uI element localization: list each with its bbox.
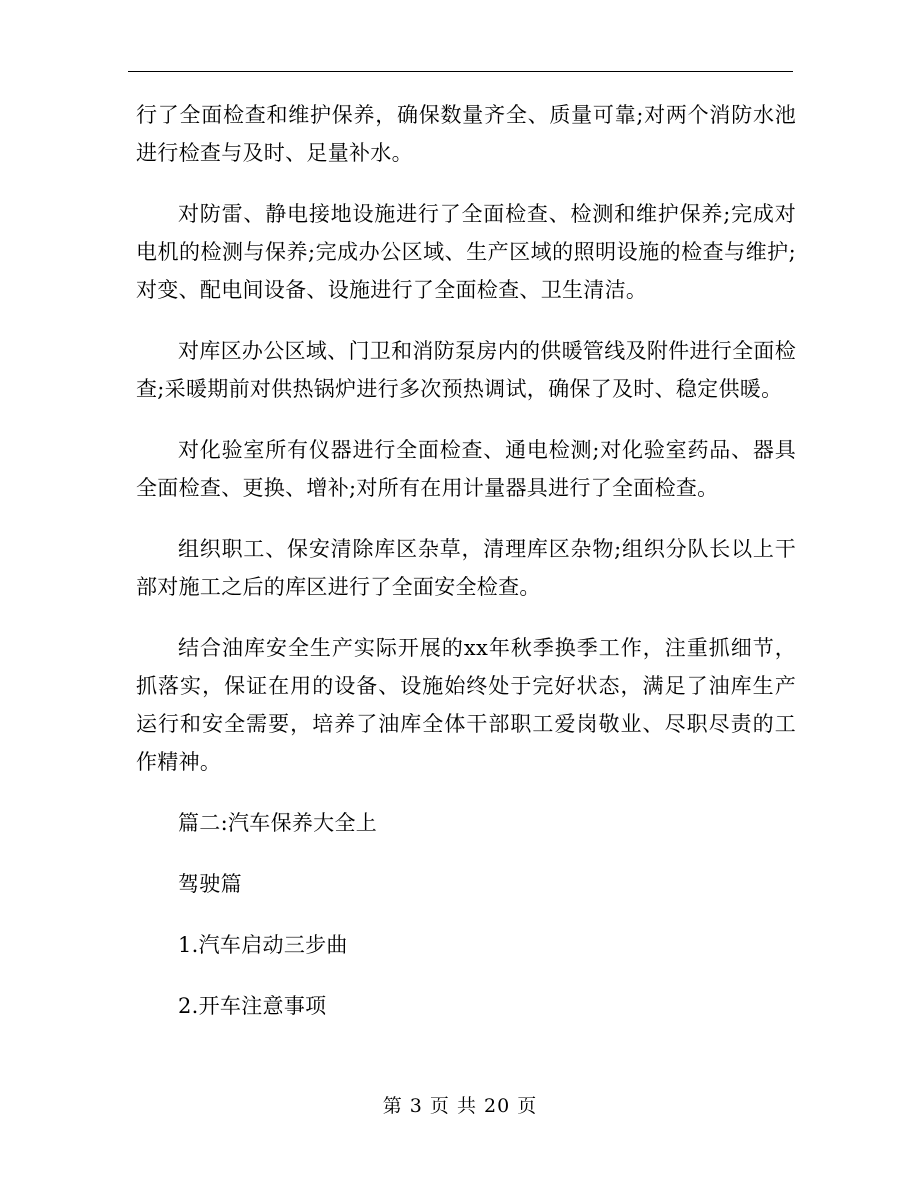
paragraph-summary: 结合油库安全生产实际开展的xx年秋季换季工作，注重抓细节，抓落实，保证在用的设备、设施始终处于完好状态，满足了油库生产运行和安全需要，培养了油库全体干部职工爱岗敬业、尽职尽责的工作精神。 (136, 636, 796, 774)
page-footer: 第 3 页 共 20 页 (382, 1095, 538, 1117)
section-heading: 篇二:汽车保养大全上 (178, 811, 378, 835)
header-rule (128, 71, 793, 72)
list-item: 1.汽车启动三步曲 (178, 933, 348, 957)
paragraph-heating: 对库区办公区域、门卫和消防泵房内的供暖管线及附件进行全面检查;采暖期前对供热锅炉进行多次预热调试，确保了及时、稳定供暖。 (136, 339, 796, 401)
list-item: 2.开车注意事项 (178, 994, 327, 1018)
paragraph-lightning-protection: 对防雷、静电接地设施进行了全面检查、检测和维护保养;完成对电机的检测与保养;完成办公区域、生产区域的照明设施的检查与维护;对变、配电间设备、设施进行了全面检查、卫生清洁。 (136, 202, 796, 302)
document-body (136, 96, 796, 1048)
subsection-heading: 驾驶篇 (178, 872, 242, 896)
paragraph-continuation: 行了全面检查和维护保养，确保数量齐全、质量可靠;对两个消防水池进行检查与及时、足量补水。 (136, 103, 796, 165)
paragraph-cleanup: 组织职工、保安清除库区杂草，清理库区杂物;组织分队长以上干部对施工之后的库区进行了全面安全检查。 (136, 537, 796, 599)
paragraph-laboratory: 对化验室所有仪器进行全面检查、通电检测;对化验室药品、器具全面检查、更换、增补;对所有在用计量器具进行了全面检查。 (136, 438, 796, 500)
